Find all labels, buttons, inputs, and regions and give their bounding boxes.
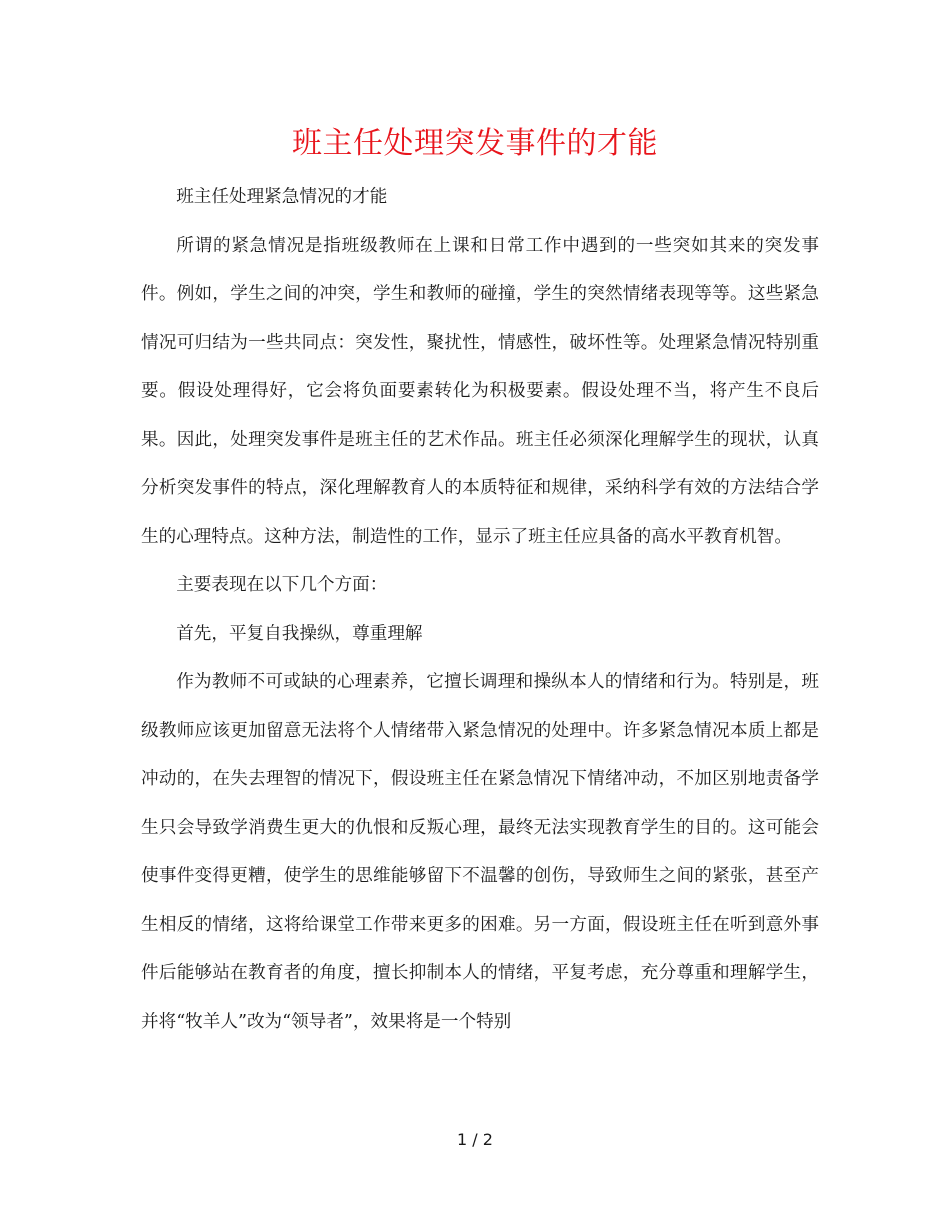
page-number: 1 / 2 <box>457 1130 493 1149</box>
document-title: 班主任处理突发事件的才能 <box>292 126 658 161</box>
subheading-first: 首先，平复自我操纵，尊重理解 <box>176 623 423 644</box>
section-heading: 班主任处理紧急情况的才能 <box>176 187 388 207</box>
paragraph-aspects-lead: 主要表现在以下几个方面： <box>176 575 388 595</box>
document-body <box>141 173 819 1046</box>
paragraph-self-control: 作为教师不可或缺的心理素养，它擅长调理和操纵本人的情绪和行为。特别是，班级教师应该更加留意无法将个人情绪带入紧急情况的处理中。许多紧急情况本质上都是冲动的，在失去理智的情况下，假设班主任在紧急情况下情绪冲动，不加区别地责备学生只会导致学消费生更大的仇恨和反叛心理，最终无法实现教育学生的目的。这可能会使事件变得更糟，使学生的思维能够留下不温馨的创伤，导致师生之间的紧张，甚至产生相反的情绪，这将给课堂工作带来更多的困难。另一方面，假设班主任在听到意外事件后能够站在教育者的角度，擅长抑制本人的情绪，平复考虑，充分尊重和理解学生，并将“牧羊人”改为“领导者”，效果将是一个特别 <box>141 672 819 1032</box>
paragraph-intro: 所谓的紧急情况是指班级教师在上课和日常工作中遇到的一些突如其来的突发事件。例如，学生之间的冲突，学生和教师的碰撞，学生的突然情绪表现等等。这些紧急情况可归结为一些共同点：突发性，聚扰性，情感性，破坏性等。处理紧急情况特别重要。假设处理得好，它会将负面要素转化为积极要素。假设处理不当，将产生不良后果。因此，处理突发事件是班主任的艺术作品。班主任必须深化理解学生的现状，认真分析突发事件的特点，深化理解教育人的本质特征和规律，采纳科学有效的方法结合学生的心理特点。这种方法，制造性的工作，显示了班主任应具备的高水平教育机智。 <box>141 235 819 547</box>
